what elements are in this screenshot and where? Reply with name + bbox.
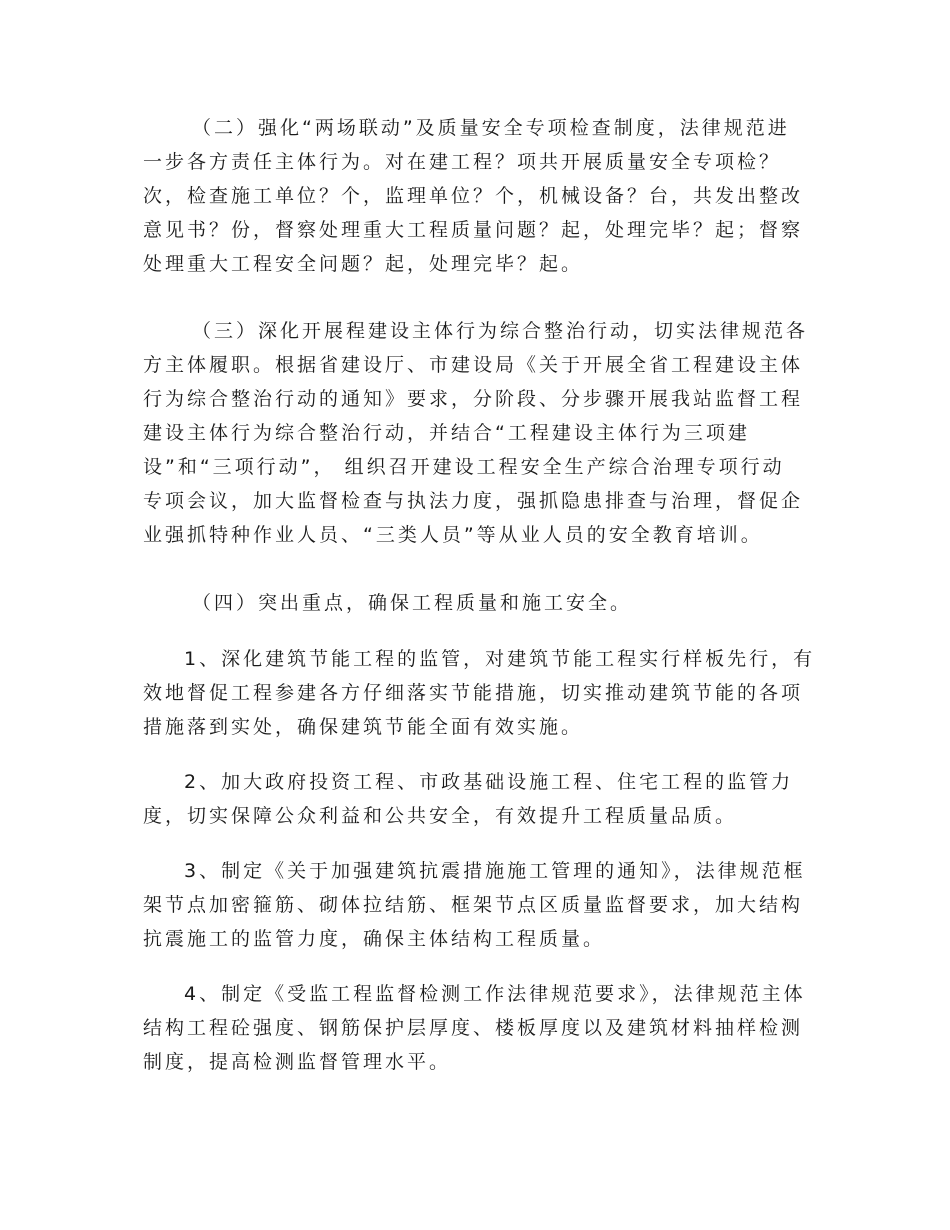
text-line: 抗震施工的监管力度，确保主体结构工程质量。 — [143, 928, 606, 950]
text-line: （四）突出重点，确保工程质量和施工安全。 — [192, 592, 633, 614]
text-line: 度，切实保障公众利益和公共安全，有效提升工程质量品质。 — [143, 805, 738, 827]
text-line: 4、制定《受监工程监督检测工作法律规范要求》，法律规范主体 — [184, 983, 806, 1005]
text-line: 设”和“三项行动”， 组织召开建设工程安全生产综合治理专项行动 — [143, 456, 785, 478]
text-line: 一步各方责任主体行为。对在建工程？项共开展质量安全专项检？ — [143, 151, 782, 173]
text-line: 次，检查施工单位？个，监理单位？个，机械设备？台，共发出整改 — [143, 185, 804, 207]
text-line: 方主体履职。根据省建设厅、市建设局《关于开展全省工程建设主体 — [143, 354, 804, 376]
text-line: 建设主体行为综合整治行动，并结合“工程建设主体行为三项建 — [143, 422, 750, 444]
text-line: 3、制定《关于加强建筑抗震措施施工管理的通知》，法律规范框 — [184, 860, 806, 882]
text-line: 专项会议，加大监督检查与执法力度，强抓隐患排查与治理，督促企 — [143, 490, 804, 512]
text-line: （二）强化“两场联动”及质量安全专项检查制度，法律规范进 — [192, 117, 790, 139]
text-line: 架节点加密箍筋、砌体拉结筋、框架节点区质量监督要求，加大结构 — [143, 894, 804, 916]
text-line: 处理重大工程安全问题？起，处理完毕？起。 — [143, 253, 584, 275]
text-line: 行为综合整治行动的通知》要求，分阶段、分步骤开展我站监督工程 — [143, 388, 804, 410]
text-line: 2、加大政府投资工程、市政基础设施工程、住宅工程的监管力 — [184, 771, 794, 793]
text-line: 制度，提高检测监督管理水平。 — [143, 1051, 452, 1073]
text-line: 意见书？份，督察处理重大工程质量问题？起，处理完毕？起；督察 — [143, 219, 804, 241]
text-line: 业强抓特种作业人员、“三类人员”等从业人员的安全教育培训。 — [143, 524, 763, 546]
text-line: （三）深化开展程建设主体行为综合整治行动，切实法律规范各 — [192, 320, 809, 342]
text-line: 结构工程砼强度、钢筋保护层厚度、楼板厚度以及建筑材料抽样检测 — [143, 1017, 804, 1039]
text-line: 措施落到实处，确保建筑节能全面有效实施。 — [143, 716, 584, 738]
text-line: 效地督促工程参建各方仔细落实节能措施，切实推动建筑节能的各项 — [143, 682, 804, 704]
text-line: 1、深化建筑节能工程的监管，对建筑节能工程实行样板先行，有 — [184, 648, 816, 670]
